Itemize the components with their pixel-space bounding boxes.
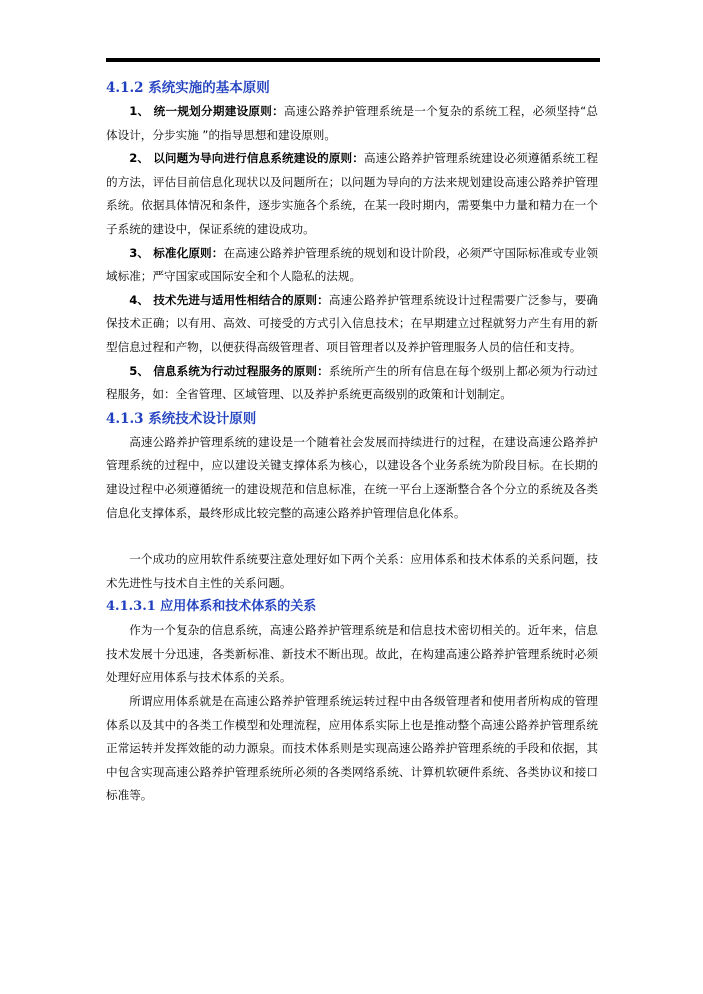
principle-1: 1、 统一规划分期建设原则：高速公路养护管理系统是一个复杂的系统工程，必须坚持“总体设计，分步实施 ”的指导思想和建设原则。 <box>106 104 598 142</box>
section-heading-4-1-3-1: 4.1.3.1 应用体系和技术体系的关系 <box>106 599 317 615</box>
principle-3: 3、 标准化原则：在高速公路养护管理系统的规划和设计阶段，必须严守国际标准或专业领域标准；严守国家或国际安全和个人隐私的法规。 <box>106 245 598 284</box>
principle-5: 5、 信息系统为行动过程服务的原则：系统所产生的所有信息在每个级别上都必须为行动过程服务，如：全省管理、区域管理、以及养护系统更高级别的政策和计划制定。 <box>106 363 598 402</box>
section-heading-4-1-3: 4.1.3 系统技术设计原则 <box>106 410 257 427</box>
paragraph: 高速公路养护管理系统的建设是一个随着社会发展而持续进行的过程，在建设高速公路养护管理系统的过程中，应以建设关键支撑体系为核心，以建设各个业务系统为阶段目标。在长期的建设过程中必须遵循统一的建设规范和信息标准，在统一平台上逐渐整合各个分立的系统及各类信息化支撑体系，最终形成比较完整的高速公路养护管理信息化体系。 <box>106 434 598 520</box>
blank-line <box>106 525 598 548</box>
principle-2: 2、 以问题为导向进行信息系统建设的原则：高速公路养护管理系统建设必须遵循系统工程的方法，评估目前信息化现状以及问题所在；以问题为导向的方法来规划建设高速公路养护管理系统。依据具体情况和条件，逐步实施各个系统，在某一段时期内，需要集中力量和精力在一个子系统的建设中，保证系统的建设成功。 <box>106 151 598 236</box>
paragraph: 作为一个复杂的信息系统，高速公路养护管理系统是和信息技术密切相关的。近年来，信息技术发展十分迅速，各类新标准、新技术不断出现。故此，在构建高速公路养护管理系统时必须处理好应用体系与技术体系的关系。 <box>106 623 598 685</box>
section-heading-4-1-2: 4.1.2 系统实施的基本原则 <box>106 80 270 96</box>
paragraph: 一个成功的应用软件系统要注意处理好如下两个关系：应用体系和技术体系的关系问题，技术先进性与技术自主性的关系问题。 <box>106 552 598 590</box>
document-body <box>106 76 598 808</box>
paragraph: 所谓应用体系就是在高速公路养护管理系统运转过程中由各级管理者和使用者所构成的管理体系以及其中的各类工作模型和处理流程，应用体系实际上也是推动整个高速公路养护管理系统正常运转并发挥效能的动力源泉。而技术体系则是实现高速公路养护管理系统的手段和依据，其中包含实现高速公路养护管理系统所必须的各类网络系统、计算机软硬件系统、各类协议和接口标准等。 <box>106 694 598 803</box>
header-rule <box>106 58 600 62</box>
principle-4: 4、 技术先进与适用性相结合的原则：高速公路养护管理系统设计过程需要广泛参与，要确保技术正确；以有用、高效、可接受的方式引入信息技术；在早期建立过程就努力产生有用的新型信息过程和产物，以便获得高级管理者、项目管理者以及养护管理服务人员的信任和支持。 <box>106 292 598 354</box>
